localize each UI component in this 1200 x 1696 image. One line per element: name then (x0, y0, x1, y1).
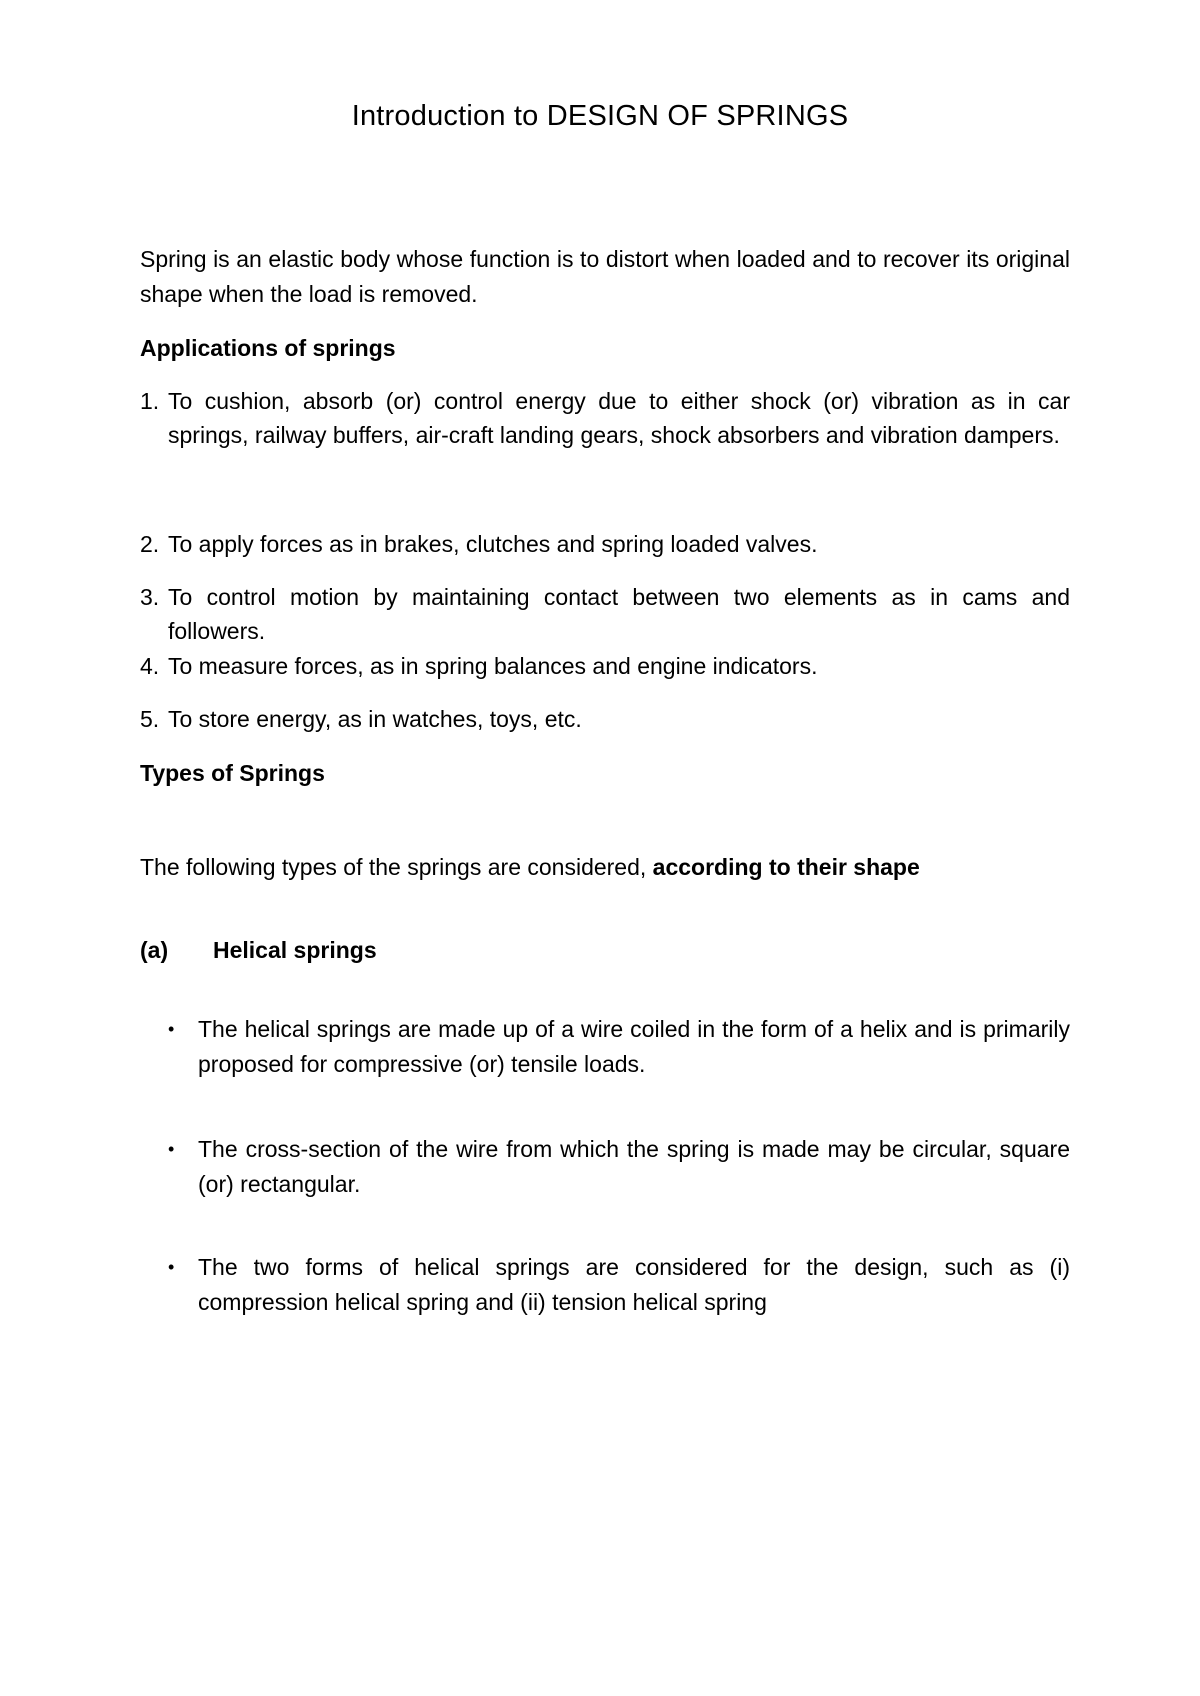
item-number: 1. (140, 388, 160, 414)
types-heading: Types of Springs (140, 760, 325, 786)
application-item-4 (140, 649, 1070, 683)
bullet-text: The cross-section of the wire from which the spring is made may be circular, square (or) rectangular. (198, 1136, 1070, 1197)
item-text: To cushion, absorb (or) control energy due to either shock (or) vibration as in car springs, railway buffers, air-craft landing gears, shock absorbers and vibration dampers. (168, 388, 1070, 448)
application-item-3 (140, 580, 1070, 648)
item-text: To control motion by maintaining contact between two elements as in cams and followers. (168, 584, 1070, 644)
item-text: To apply forces as in brakes, clutches and spring loaded valves. (168, 531, 818, 557)
types-lead-emphasis: according to their shape (652, 854, 920, 880)
subsection-title: Helical springs (213, 937, 377, 963)
bullet-icon: • (168, 1139, 175, 1159)
item-text: To measure forces, as in spring balances and engine indicators. (168, 653, 818, 679)
application-item-1 (140, 384, 1070, 452)
item-text: To store energy, as in watches, toys, etc. (168, 706, 582, 732)
bullet-icon: • (168, 1019, 175, 1039)
item-number: 5. (140, 706, 160, 732)
applications-heading: Applications of springs (140, 335, 396, 361)
helical-bullet-3 (168, 1250, 1070, 1320)
item-number: 3. (140, 584, 160, 610)
subsection-marker: (a) (140, 937, 169, 963)
application-item-2 (140, 527, 1070, 561)
item-number: 2. (140, 531, 160, 557)
helical-bullet-2 (168, 1132, 1070, 1202)
helical-bullet-1 (168, 1012, 1070, 1082)
page-title: Introduction to DESIGN OF SPRINGS (351, 100, 849, 132)
bullet-icon: • (168, 1257, 175, 1277)
bullet-text: The two forms of helical springs are considered for the design, such as (i) compression helical spring and (ii) tension helical spring (198, 1254, 1070, 1315)
types-lead-text: The following types of the springs are considered, (140, 854, 653, 880)
intro-paragraph: Spring is an elastic body whose function is to distort when loaded and to recover its original shape when the load is removed. (140, 246, 1070, 307)
bullet-text: The helical springs are made up of a wire coiled in the form of a helix and is primarily proposed for compressive (or) tensile loads. (198, 1016, 1070, 1077)
helical-springs-heading (140, 933, 377, 967)
item-number: 4. (140, 653, 160, 679)
types-lead-paragraph (140, 850, 1070, 885)
application-item-5 (140, 702, 1070, 736)
